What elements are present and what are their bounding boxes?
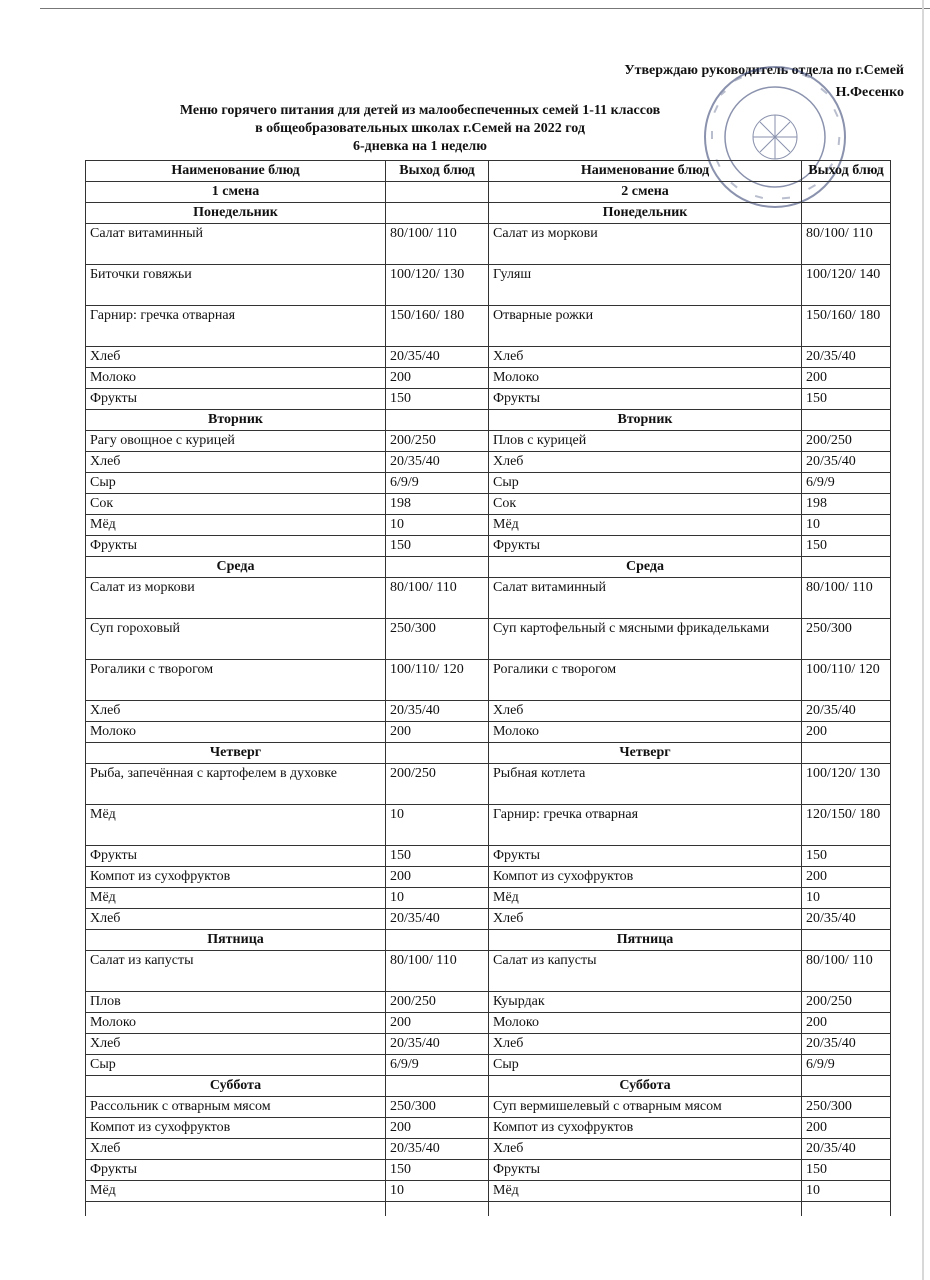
output-shift2-cell: 250/300: [802, 1097, 891, 1118]
day-name-shift1: Вторник: [86, 410, 386, 431]
output-shift1-cell: 200: [386, 867, 489, 888]
table-row: [86, 578, 891, 619]
dish-shift2-cell: Молоко: [489, 1013, 802, 1034]
day-header-row: [86, 557, 891, 578]
output-shift1-cell: 200: [386, 1013, 489, 1034]
day-header-row: [86, 203, 891, 224]
output-shift1-cell: 10: [386, 888, 489, 909]
dish-shift1-cell: Молоко: [86, 368, 386, 389]
output-shift2-cell: 6/9/9: [802, 473, 891, 494]
empty-cell: [386, 182, 489, 203]
table-row: [86, 1160, 891, 1181]
output-shift1-cell: 20/35/40: [386, 1034, 489, 1055]
output-shift2-cell: 150: [802, 846, 891, 867]
output-shift1-cell: 20/35/40: [386, 909, 489, 930]
table-row: [86, 1034, 891, 1055]
output-shift1-cell: 200: [386, 368, 489, 389]
output-shift2-cell: 80/100/ 110: [802, 578, 891, 619]
table-row: [86, 1097, 891, 1118]
day-name-shift1: Четверг: [86, 743, 386, 764]
menu-table: [85, 160, 891, 1216]
dish-shift2-cell: Суп картофельный с мясными фрикадельками: [489, 619, 802, 660]
dish-shift2-cell: Плов с курицей: [489, 431, 802, 452]
scan-edge-line: [40, 8, 930, 9]
table-row: [86, 619, 891, 660]
dish-shift1-cell: Хлеб: [86, 701, 386, 722]
dish-shift2-cell: Мёд: [489, 515, 802, 536]
output-shift1-cell: 200: [386, 1118, 489, 1139]
table-row: [86, 452, 891, 473]
day-name-shift1: Понедельник: [86, 203, 386, 224]
day-name-shift1: Пятница: [86, 930, 386, 951]
title-line-3: 6-дневка на 1 неделю: [353, 139, 487, 154]
output-shift2-cell: 200: [802, 368, 891, 389]
dish-shift2-cell: Суп вермишелевый с отварным мясом: [489, 1097, 802, 1118]
dish-shift1-cell: Рогалики с творогом: [86, 660, 386, 701]
output-shift1-cell: 20/35/40: [386, 1139, 489, 1160]
table-row: [86, 888, 891, 909]
dish-shift1-cell: Мёд: [86, 805, 386, 846]
output-shift1-cell: 150: [386, 389, 489, 410]
day-name-shift2: Пятница: [489, 930, 802, 951]
day-name-shift1: Суббота: [86, 1076, 386, 1097]
dish-shift1-cell: Сок: [86, 494, 386, 515]
output-shift2-cell: 120/150/ 180: [802, 805, 891, 846]
empty-cell: [802, 182, 891, 203]
output-shift1-cell: 6/9/9: [386, 473, 489, 494]
dish-shift2-cell: Сок: [489, 494, 802, 515]
dish-shift1-cell: Молоко: [86, 1013, 386, 1034]
dish-shift1-cell: Суп гороховый: [86, 619, 386, 660]
output-shift2-cell: 150: [802, 536, 891, 557]
output-shift1-cell: 20/35/40: [386, 347, 489, 368]
empty-cell: [386, 1076, 489, 1097]
table-row: [86, 951, 891, 992]
dish-shift1-cell: Хлеб: [86, 1034, 386, 1055]
dish-shift2-cell: Отварные рожки: [489, 306, 802, 347]
dish-shift2-cell: Хлеб: [489, 1139, 802, 1160]
dish-shift1-cell: Хлеб: [86, 347, 386, 368]
output-shift1-cell: 100/120/ 130: [386, 265, 489, 306]
dish-shift2-cell: Хлеб: [489, 452, 802, 473]
empty-cell: [802, 557, 891, 578]
dish-shift2-cell: Компот из сухофруктов: [489, 1118, 802, 1139]
dish-shift2-cell: Салат из капусты: [489, 951, 802, 992]
empty-cell: [86, 1202, 386, 1217]
output-shift2-cell: 200: [802, 1118, 891, 1139]
empty-cell: [386, 203, 489, 224]
dish-shift2-cell: Фрукты: [489, 846, 802, 867]
output-shift2-cell: 10: [802, 515, 891, 536]
title-line-2: в общеобразовательных школах г.Семей на 2022 год: [255, 121, 585, 136]
output-shift2-cell: 80/100/ 110: [802, 224, 891, 265]
dish-shift2-cell: Мёд: [489, 888, 802, 909]
dish-shift2-cell: Молоко: [489, 722, 802, 743]
table-row: [86, 701, 891, 722]
table-row: [86, 389, 891, 410]
table-row: [86, 722, 891, 743]
output-shift2-cell: 150/160/ 180: [802, 306, 891, 347]
header-output-shift1: Выход блюд: [386, 161, 489, 182]
output-shift2-cell: 198: [802, 494, 891, 515]
table-row: [86, 1055, 891, 1076]
output-shift1-cell: 198: [386, 494, 489, 515]
empty-cell: [386, 557, 489, 578]
table-row: [86, 515, 891, 536]
table-row: [86, 764, 891, 805]
dish-shift1-cell: Хлеб: [86, 1139, 386, 1160]
output-shift2-cell: 10: [802, 1181, 891, 1202]
output-shift1-cell: 150: [386, 1160, 489, 1181]
output-shift2-cell: 20/35/40: [802, 347, 891, 368]
document-title: [80, 102, 760, 156]
output-shift1-cell: 150: [386, 846, 489, 867]
table-row: [86, 1181, 891, 1202]
output-shift2-cell: 200/250: [802, 992, 891, 1013]
output-shift2-cell: 20/35/40: [802, 1139, 891, 1160]
dish-shift1-cell: Сыр: [86, 1055, 386, 1076]
day-name-shift2: Четверг: [489, 743, 802, 764]
dish-shift1-cell: Фрукты: [86, 846, 386, 867]
output-shift1-cell: 200: [386, 722, 489, 743]
output-shift1-cell: 250/300: [386, 1097, 489, 1118]
dish-shift2-cell: Хлеб: [489, 347, 802, 368]
dish-shift2-cell: Молоко: [489, 368, 802, 389]
output-shift2-cell: 100/120/ 130: [802, 764, 891, 805]
dish-shift2-cell: Гарнир: гречка отварная: [489, 805, 802, 846]
dish-shift1-cell: Хлеб: [86, 909, 386, 930]
dish-shift1-cell: Гарнир: гречка отварная: [86, 306, 386, 347]
empty-cell: [489, 1202, 802, 1217]
output-shift1-cell: 10: [386, 515, 489, 536]
dish-shift1-cell: Салат из моркови: [86, 578, 386, 619]
empty-cell: [386, 410, 489, 431]
table-row: [86, 431, 891, 452]
dish-shift1-cell: Фрукты: [86, 1160, 386, 1181]
table-row: [86, 909, 891, 930]
table-row: [86, 347, 891, 368]
table-row: [86, 1139, 891, 1160]
scan-right-edge: [922, 0, 924, 1280]
output-shift2-cell: 200/250: [802, 431, 891, 452]
output-shift2-cell: 20/35/40: [802, 452, 891, 473]
table-row: [86, 660, 891, 701]
output-shift2-cell: 80/100/ 110: [802, 951, 891, 992]
table-header-row: [86, 161, 891, 182]
empty-cell: [802, 930, 891, 951]
output-shift2-cell: 250/300: [802, 619, 891, 660]
dish-shift2-cell: Компот из сухофруктов: [489, 867, 802, 888]
dish-shift1-cell: Плов: [86, 992, 386, 1013]
header-dish-name-shift1: Наименование блюд: [86, 161, 386, 182]
shift-row: [86, 182, 891, 203]
output-shift2-cell: 200: [802, 1013, 891, 1034]
table-row: [86, 1013, 891, 1034]
output-shift2-cell: 20/35/40: [802, 701, 891, 722]
dish-shift1-cell: Рыба, запечённая с картофелем в духовке: [86, 764, 386, 805]
table-row: [86, 867, 891, 888]
day-name-shift2: Вторник: [489, 410, 802, 431]
output-shift1-cell: 6/9/9: [386, 1055, 489, 1076]
dish-shift1-cell: Мёд: [86, 515, 386, 536]
day-header-row: [86, 930, 891, 951]
output-shift2-cell: 200: [802, 722, 891, 743]
dish-shift2-cell: Фрукты: [489, 1160, 802, 1181]
dish-shift2-cell: Салат витаминный: [489, 578, 802, 619]
empty-cell: [802, 410, 891, 431]
approval-line: Утверждаю руководитель отдела по г.Семей: [624, 63, 904, 78]
dish-shift2-cell: Рыбная котлета: [489, 764, 802, 805]
output-shift2-cell: 150: [802, 1160, 891, 1181]
output-shift2-cell: 20/35/40: [802, 1034, 891, 1055]
dish-shift2-cell: Фрукты: [489, 389, 802, 410]
output-shift1-cell: 80/100/ 110: [386, 951, 489, 992]
dish-shift1-cell: Сыр: [86, 473, 386, 494]
table-row: [86, 473, 891, 494]
table-row: [86, 494, 891, 515]
day-header-row: [86, 1076, 891, 1097]
dish-shift1-cell: Хлеб: [86, 452, 386, 473]
menu-table-body: [86, 182, 891, 1217]
dish-shift2-cell: Хлеб: [489, 1034, 802, 1055]
output-shift1-cell: 200/250: [386, 764, 489, 805]
table-row: [86, 536, 891, 557]
dish-shift1-cell: Молоко: [86, 722, 386, 743]
empty-cell: [386, 1202, 489, 1217]
table-row: [86, 265, 891, 306]
output-shift2-cell: 150: [802, 389, 891, 410]
empty-cell: [386, 743, 489, 764]
output-shift1-cell: 80/100/ 110: [386, 224, 489, 265]
shift-2-label: 2 смена: [489, 182, 802, 203]
day-name-shift2: Понедельник: [489, 203, 802, 224]
table-row: [86, 306, 891, 347]
output-shift1-cell: 150: [386, 536, 489, 557]
dish-shift2-cell: Сыр: [489, 1055, 802, 1076]
dish-shift2-cell: Салат из моркови: [489, 224, 802, 265]
dish-shift2-cell: Гуляш: [489, 265, 802, 306]
dish-shift2-cell: Куырдак: [489, 992, 802, 1013]
dish-shift1-cell: Мёд: [86, 1181, 386, 1202]
table-row: [86, 846, 891, 867]
empty-cell: [802, 1202, 891, 1217]
output-shift2-cell: 10: [802, 888, 891, 909]
output-shift2-cell: 100/110/ 120: [802, 660, 891, 701]
table-row: [86, 805, 891, 846]
output-shift1-cell: 20/35/40: [386, 701, 489, 722]
dish-shift2-cell: Хлеб: [489, 701, 802, 722]
dish-shift2-cell: Хлеб: [489, 909, 802, 930]
output-shift1-cell: 20/35/40: [386, 452, 489, 473]
output-shift1-cell: 80/100/ 110: [386, 578, 489, 619]
dish-shift1-cell: Рассольник с отварным мясом: [86, 1097, 386, 1118]
output-shift2-cell: 20/35/40: [802, 909, 891, 930]
day-name-shift2: Суббота: [489, 1076, 802, 1097]
output-shift1-cell: 200/250: [386, 431, 489, 452]
dish-shift1-cell: Салат витаминный: [86, 224, 386, 265]
table-row: [86, 368, 891, 389]
output-shift1-cell: 200/250: [386, 992, 489, 1013]
day-name-shift1: Среда: [86, 557, 386, 578]
output-shift2-cell: 100/120/ 140: [802, 265, 891, 306]
output-shift1-cell: 10: [386, 805, 489, 846]
output-shift1-cell: 100/110/ 120: [386, 660, 489, 701]
output-shift1-cell: 250/300: [386, 619, 489, 660]
output-shift2-cell: 200: [802, 867, 891, 888]
day-header-row: [86, 410, 891, 431]
dish-shift2-cell: Фрукты: [489, 536, 802, 557]
header-dish-name-shift2: Наименование блюд: [489, 161, 802, 182]
dish-shift1-cell: Компот из сухофруктов: [86, 1118, 386, 1139]
dish-shift2-cell: Сыр: [489, 473, 802, 494]
output-shift1-cell: 150/160/ 180: [386, 306, 489, 347]
approval-block: [624, 60, 904, 104]
dish-shift1-cell: Рагу овощное с курицей: [86, 431, 386, 452]
output-shift1-cell: 10: [386, 1181, 489, 1202]
dish-shift1-cell: Биточки говяжьи: [86, 265, 386, 306]
dish-shift2-cell: Рогалики с творогом: [489, 660, 802, 701]
dish-shift1-cell: Компот из сухофруктов: [86, 867, 386, 888]
table-trailing-row: [86, 1202, 891, 1217]
approval-signatory: Н.Фесенко: [835, 85, 904, 100]
empty-cell: [386, 930, 489, 951]
dish-shift1-cell: Салат из капусты: [86, 951, 386, 992]
output-shift2-cell: 6/9/9: [802, 1055, 891, 1076]
shift-1-label: 1 смена: [86, 182, 386, 203]
dish-shift1-cell: Фрукты: [86, 536, 386, 557]
empty-cell: [802, 203, 891, 224]
day-header-row: [86, 743, 891, 764]
title-line-1: Меню горячего питания для детей из малообеспеченных семей 1-11 классов: [179, 103, 661, 118]
day-name-shift2: Среда: [489, 557, 802, 578]
empty-cell: [802, 1076, 891, 1097]
dish-shift1-cell: Мёд: [86, 888, 386, 909]
dish-shift1-cell: Фрукты: [86, 389, 386, 410]
header-output-shift2: Выход блюд: [802, 161, 891, 182]
table-row: [86, 1118, 891, 1139]
dish-shift2-cell: Мёд: [489, 1181, 802, 1202]
table-row: [86, 992, 891, 1013]
empty-cell: [802, 743, 891, 764]
table-row: [86, 224, 891, 265]
